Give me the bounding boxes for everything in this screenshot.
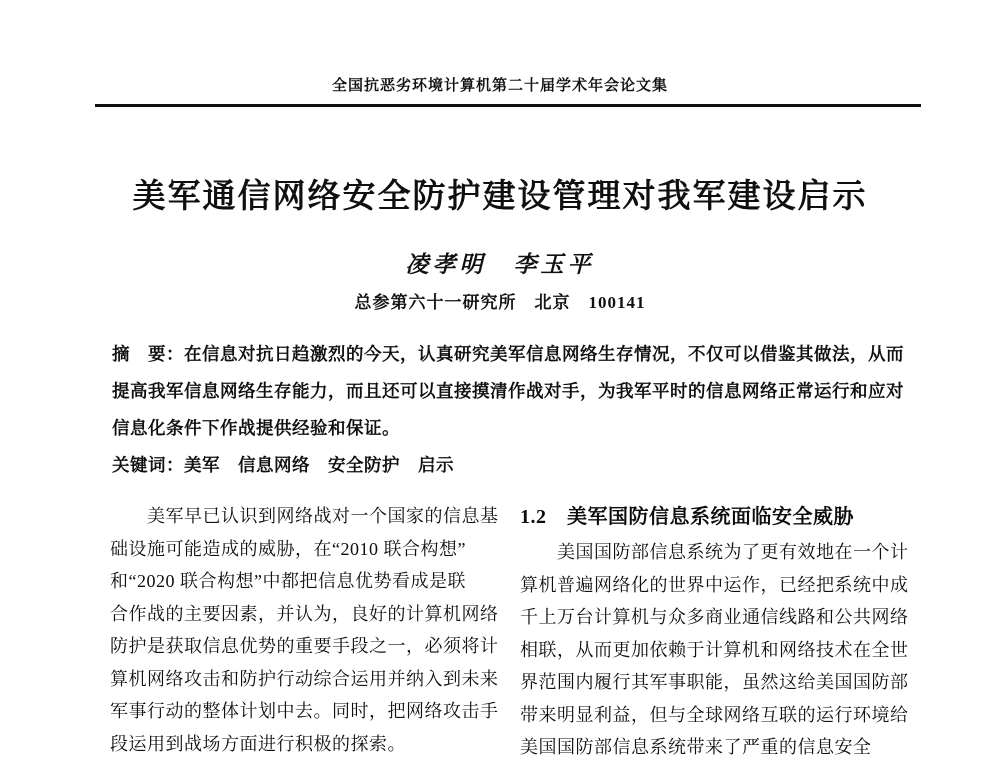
body-line: 军事行动的整体计划中去。同时，把网络攻击手 [110,701,499,721]
abstract-line: 提高我军信息网络生存能力，而且还可以直接摸清作战对手，为我军平时的信息网络正常运行和应对 [112,381,904,401]
body-line: 合作战的主要因素，并认为，良好的计算机网络 [110,603,499,624]
abstract-line: 信息化条件下作战提供经验和保证。 [112,418,400,438]
keywords-line: 关键词：美军 信息网络 安全防护 启示 [112,455,454,475]
left-column [110,500,510,760]
body-line: 段运用到战场方面进行积极的探索。 [110,733,406,754]
section-heading: 1.2 美军国防信息系统面临安全威胁 [520,506,854,528]
abstract-block [112,336,912,484]
header-divider [95,104,921,107]
body-line: 算机普遍网络化的世界中运作，已经把系统中成 [520,574,909,595]
body-line: 算机网络攻击和防护行动综合运用并纳入到未来 [110,668,499,689]
right-column [520,500,920,760]
body-line: 础设施可能造成的威胁，在“2010 联合构想” [110,538,466,559]
body-line: 和“2020 联合构想”中都把信息优势看成是联 [110,571,466,591]
body-line: 美国国防部信息系统带来了严重的信息安全 [520,737,872,757]
body-line: 千上万台计算机与众多商业通信线路和公共网络 [520,607,909,627]
conference-header: 全国抗恶劣环境计算机第二十届学术年会论文集 [331,78,668,94]
body-line: 防护是获取信息优势的重要手段之一，必须将计 [110,636,499,656]
body-line: 相联，从而更加依赖于计算机和网络技术在全世 [520,639,909,660]
body-line: 带来明显利益，但与全球网络互联的运行环境给 [520,704,909,725]
paper-title: 美军通信网络安全防护建设管理对我军建设启示 [132,179,868,215]
authors: 凌孝明 李玉平 [405,252,595,277]
affiliation: 总参第六十一研究所 北京 100141 [354,293,646,312]
abstract-line: 摘 要：在信息对抗日趋激烈的今天，认真研究美军信息网络生存情况，不仅可以借鉴其做法，从而 [112,344,904,364]
body-line: 美军早已认识到网络战对一个国家的信息基 [110,506,499,526]
body-line: 界范围内履行其军事职能，虽然这给美国国防部 [520,672,909,692]
body-line: 美国国防部信息系统为了更有效地在一个计 [520,542,909,562]
